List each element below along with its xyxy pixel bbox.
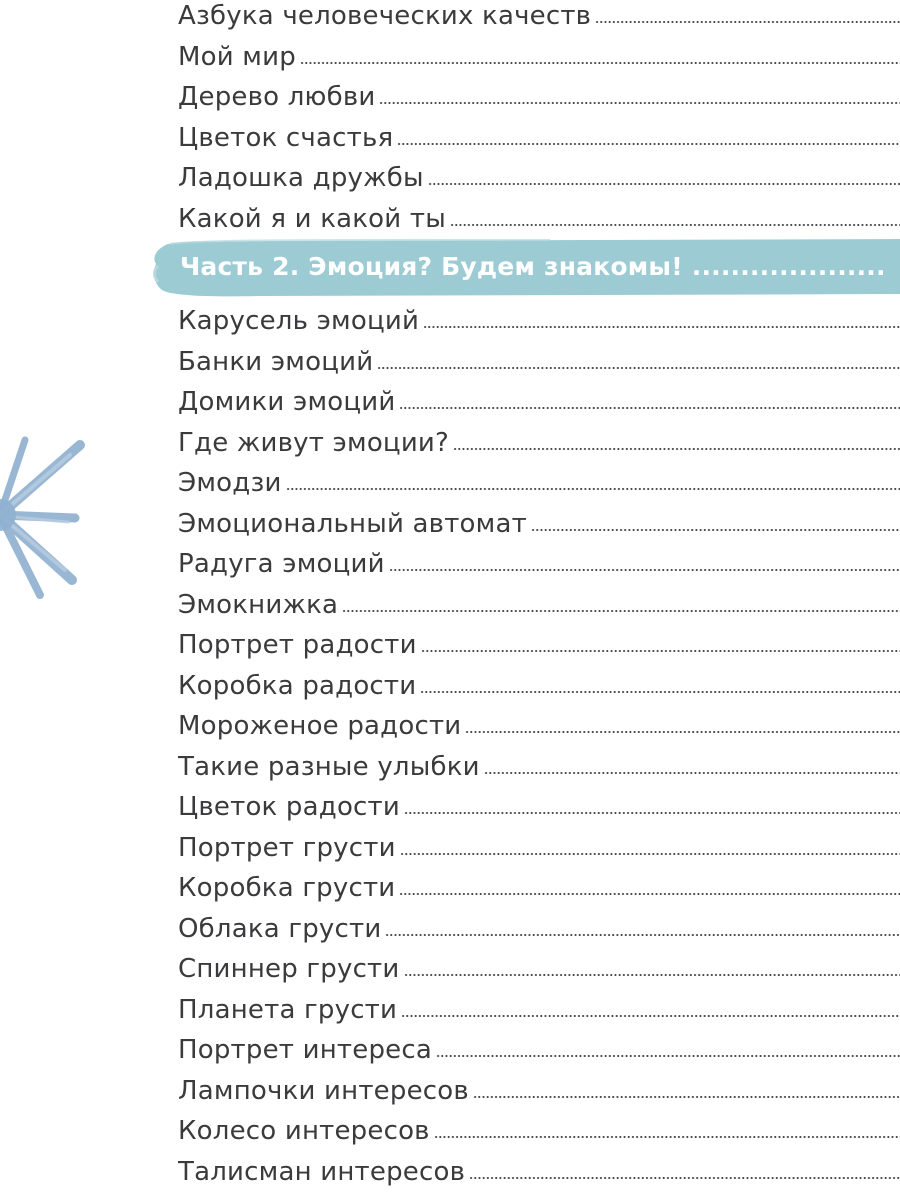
toc-entry-title: Такие разные улыбки <box>178 752 484 782</box>
toc-entry-title: Азбука человеческих качеств <box>178 1 595 31</box>
toc-entry-title: Банки эмоций <box>178 347 377 377</box>
toc-entry-title: Цветок радости <box>178 792 404 822</box>
toc-entry[interactable] <box>178 787 900 828</box>
toc-entry[interactable] <box>178 625 900 666</box>
toc-entry[interactable] <box>178 666 900 707</box>
dot-leader <box>404 799 900 825</box>
toc-entry-title: Домики эмоций <box>178 387 399 417</box>
toc-entry[interactable] <box>178 1071 900 1112</box>
dot-leader <box>465 718 900 744</box>
toc-entry-title: Эмоциональный автомат <box>178 509 531 539</box>
toc-entry[interactable] <box>178 949 900 990</box>
dot-leader <box>401 1002 900 1028</box>
toc-entry-title: Карусель эмоций <box>178 306 423 336</box>
dot-leader <box>379 89 900 115</box>
dot-leader <box>473 1083 900 1109</box>
dot-leader <box>420 678 900 704</box>
toc-entry-title: Талисман интересов <box>178 1157 469 1187</box>
toc-entry-title: Портрет грусти <box>178 833 400 863</box>
toc-entry[interactable] <box>178 77 900 118</box>
toc-entry[interactable] <box>178 37 900 78</box>
dot-leader <box>595 8 900 34</box>
toc-entry[interactable] <box>178 706 900 747</box>
dot-leader <box>421 637 900 663</box>
dot-leader <box>286 475 900 501</box>
toc-entry[interactable] <box>178 828 900 869</box>
toc-entry[interactable] <box>178 544 900 585</box>
dot-leader <box>404 961 900 987</box>
dot-leader <box>428 170 900 196</box>
toc-entry-title: Коробка радости <box>178 671 420 701</box>
toc-entry-title: Колесо интересов <box>178 1116 434 1146</box>
toc-entry[interactable] <box>178 382 900 423</box>
toc-entry[interactable] <box>178 990 900 1031</box>
crayon-star-icon <box>0 430 90 604</box>
dot-leader <box>423 313 900 339</box>
dot-leader <box>400 840 900 866</box>
toc-entry[interactable] <box>178 423 900 464</box>
toc-entry-title: Мороженое радости <box>178 711 465 741</box>
toc-entry-title: Коробка грусти <box>178 873 399 903</box>
dot-leader <box>385 921 900 947</box>
toc-entry-title: Лампочки интересов <box>178 1076 473 1106</box>
dot-leader <box>399 880 900 906</box>
toc-entry-title: Облака грусти <box>178 914 385 944</box>
dot-leader <box>397 130 900 156</box>
toc-entry[interactable] <box>178 504 900 545</box>
dot-leader <box>531 516 900 542</box>
dot-leader <box>484 759 900 785</box>
toc-entry[interactable] <box>178 199 900 240</box>
part-2-entries <box>178 301 900 1192</box>
toc-entry[interactable] <box>178 301 900 342</box>
toc-entry-title: Портрет радости <box>178 630 421 660</box>
toc-entry-title: Радуга эмоций <box>178 549 389 579</box>
dot-leader <box>450 211 900 237</box>
dot-leader <box>453 435 900 461</box>
toc-entry[interactable] <box>178 1030 900 1071</box>
toc-entry-title: Дерево любви <box>178 82 379 112</box>
toc-entry-title: Эмокнижка <box>178 590 342 620</box>
toc-entry[interactable] <box>178 1111 900 1152</box>
toc-entry[interactable] <box>178 868 900 909</box>
toc-entry-title: Ладошка дружбы <box>178 163 428 193</box>
toc-entry-title: Какой я и какой ты <box>178 204 450 234</box>
toc-entry[interactable] <box>178 585 900 626</box>
toc-entry-title: Планета грусти <box>178 995 401 1025</box>
toc-entry-title: Мой мир <box>178 42 300 72</box>
dot-leader <box>434 1123 900 1149</box>
toc-entry[interactable] <box>178 118 900 159</box>
part-2-banner[interactable] <box>150 236 900 298</box>
toc-entry[interactable] <box>178 747 900 788</box>
toc-entry-title: Эмодзи <box>178 468 286 498</box>
dot-leader <box>377 354 900 380</box>
toc-entry[interactable] <box>178 463 900 504</box>
dot-leader <box>436 1042 900 1068</box>
toc-entry[interactable] <box>178 158 900 199</box>
dot-leader <box>300 49 900 75</box>
toc-entry-title: Портрет интереса <box>178 1035 436 1065</box>
dot-leader <box>469 1164 900 1190</box>
toc-entry[interactable] <box>178 342 900 383</box>
dot-leader <box>389 556 900 582</box>
toc-entry[interactable] <box>178 1152 900 1193</box>
part-2-heading: Часть 2. Эмоция? Будем знакомы! .................... <box>180 252 886 281</box>
toc-entry-title: Цветок счастья <box>178 123 397 153</box>
toc-entry[interactable] <box>178 909 900 950</box>
dot-leader <box>342 597 900 623</box>
toc-entry-title: Где живут эмоции? <box>178 428 453 458</box>
toc-entry[interactable] <box>178 0 900 37</box>
dot-leader <box>399 394 900 420</box>
part-1-entries <box>178 0 900 239</box>
toc-entry-title: Спиннер грусти <box>178 954 404 984</box>
